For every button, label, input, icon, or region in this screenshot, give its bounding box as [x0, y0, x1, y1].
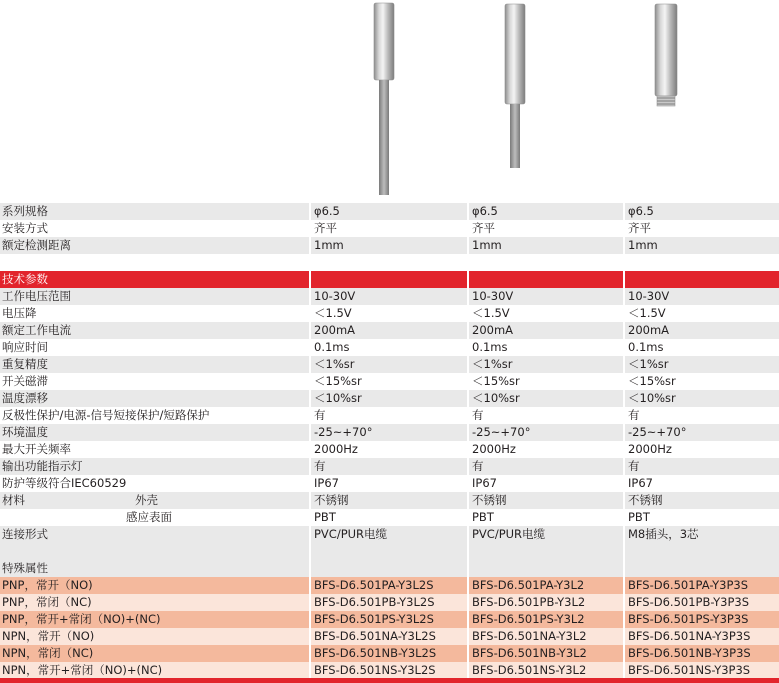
cell-value: 不锈钢 [311, 492, 467, 509]
model-row [0, 577, 779, 594]
cell-value: ＜10%sr [625, 390, 779, 407]
bottom-accent-bar [0, 678, 779, 683]
cell-value: -25~+70° [625, 424, 779, 441]
model-code: BFS-D6.501PB-Y3P3S [625, 594, 779, 611]
row-label: NPN，常开（NO) [0, 628, 309, 645]
model-code: BFS-D6.501PB-Y3L2 [469, 594, 623, 611]
cell-value: IP67 [311, 475, 467, 492]
table-row [0, 356, 779, 373]
row-label: 响应时间 [0, 339, 309, 356]
cell-value: 齐平 [469, 220, 623, 237]
model-code: BFS-D6.501NB-Y3P3S [625, 645, 779, 662]
cell-value: 0.1ms [311, 339, 467, 356]
model-code: BFS-D6.501NA-Y3L2S [311, 628, 467, 645]
model-code: BFS-D6.501PS-Y3L2S [311, 611, 467, 628]
cell-value: 有 [625, 407, 779, 424]
table-row [0, 475, 779, 492]
cell-value: 有 [469, 407, 623, 424]
cell-value: φ6.5 [311, 203, 467, 220]
table-row [0, 203, 779, 220]
row-label: 系列规格 [0, 203, 309, 220]
cell-value: PBT [469, 509, 623, 526]
cell-value: ＜10%sr [469, 390, 623, 407]
row-label: 安装方式 [0, 220, 309, 237]
row-label: 电压降 [0, 305, 309, 322]
row-label: 工作电压范围 [0, 288, 309, 305]
cell-value: 1mm [311, 237, 467, 254]
cell-value: ＜1%sr [625, 356, 779, 373]
sensor-image-2 [500, 0, 530, 200]
cell-value: -25~+70° [311, 424, 467, 441]
table-row [0, 220, 779, 237]
cell-value: PBT [625, 509, 779, 526]
table-row [0, 237, 779, 254]
model-code: BFS-D6.501NS-Y3L2 [469, 662, 623, 679]
model-code: BFS-D6.501NS-Y3P3S [625, 662, 779, 679]
table-row-sensing-face [0, 509, 779, 526]
row-label: 防护等级符合IEC60529 [0, 475, 309, 492]
sensor-image-3 [651, 0, 681, 200]
cell-value: 不锈钢 [625, 492, 779, 509]
cell-value: ＜1%sr [311, 356, 467, 373]
cell-value: 10-30V [469, 288, 623, 305]
model-code: BFS-D6.501NB-Y3L2S [311, 645, 467, 662]
row-label: NPN，常开+常闭（NO)+(NC) [0, 662, 309, 679]
table-row-material [0, 492, 779, 509]
model-code: BFS-D6.501PA-Y3L2S [311, 577, 467, 594]
table-row [0, 390, 779, 407]
table-row [0, 407, 779, 424]
sensing-face-label: 感应表面 [126, 510, 172, 524]
row-label: NPN，常闭（NC) [0, 645, 309, 662]
model-code: BFS-D6.501PA-Y3L2 [469, 577, 623, 594]
cell-value: ＜10%sr [311, 390, 467, 407]
cell-value: 2000Hz [625, 441, 779, 458]
row-label: 温度漂移 [0, 390, 309, 407]
cell-value: ＜15%sr [625, 373, 779, 390]
model-row [0, 628, 779, 645]
cell-value: 不锈钢 [469, 492, 623, 509]
row-label [0, 492, 309, 509]
model-row [0, 594, 779, 611]
model-row [0, 662, 779, 679]
table-row [0, 441, 779, 458]
table-row [0, 424, 779, 441]
section-title: 特殊属性 [0, 560, 309, 577]
cell-value: ＜15%sr [469, 373, 623, 390]
material-label: 材料 [2, 493, 25, 507]
cell-value: 200mA [625, 322, 779, 339]
cell-value: 1mm [469, 237, 623, 254]
cell-value: ＜1.5V [469, 305, 623, 322]
cell-value: PVC/PUR电缆 [311, 526, 467, 543]
cell-value: IP67 [625, 475, 779, 492]
cell-value: 有 [311, 458, 467, 475]
cell-value: 2000Hz [469, 441, 623, 458]
cell-value: M8插头，3芯 [625, 526, 779, 543]
sensor-image-1 [369, 0, 399, 200]
spacer-row [0, 254, 779, 271]
row-label: 最大开关频率 [0, 441, 309, 458]
product-images [0, 0, 779, 203]
section-header-tech [0, 271, 779, 288]
cell-value: 10-30V [311, 288, 467, 305]
cell-value: 2000Hz [311, 441, 467, 458]
row-label: PNP，常开（NO) [0, 577, 309, 594]
cell-value: PBT [311, 509, 467, 526]
model-code: BFS-D6.501PS-Y3L2 [469, 611, 623, 628]
row-label: PNP，常闭（NC) [0, 594, 309, 611]
cell-value: 200mA [311, 322, 467, 339]
cell-value: -25~+70° [469, 424, 623, 441]
cell-value: 200mA [469, 322, 623, 339]
row-label: 输出功能指示灯 [0, 458, 309, 475]
cell-value: PVC/PUR电缆 [469, 526, 623, 543]
model-row [0, 645, 779, 662]
row-label: 环境温度 [0, 424, 309, 441]
model-code: BFS-D6.501PS-Y3P3S [625, 611, 779, 628]
housing-label: 外壳 [135, 493, 158, 507]
model-code: BFS-D6.501NS-Y3L2S [311, 662, 467, 679]
cell-value: φ6.5 [469, 203, 623, 220]
spec-table [0, 203, 779, 679]
cell-value: 0.1ms [469, 339, 623, 356]
model-code: BFS-D6.501NA-Y3P3S [625, 628, 779, 645]
cell-value: 0.1ms [625, 339, 779, 356]
table-row [0, 322, 779, 339]
model-code: BFS-D6.501PB-Y3L2S [311, 594, 467, 611]
cell-value: ＜1.5V [311, 305, 467, 322]
table-row [0, 339, 779, 356]
row-label [0, 509, 309, 526]
table-row [0, 288, 779, 305]
cell-value: 齐平 [625, 220, 779, 237]
cell-value: IP67 [469, 475, 623, 492]
row-label: 开关磁滞 [0, 373, 309, 390]
table-row [0, 373, 779, 390]
row-label: 连接形式 [0, 526, 309, 543]
table-row [0, 305, 779, 322]
table-row [0, 458, 779, 475]
model-row [0, 611, 779, 628]
cell-value: 有 [625, 458, 779, 475]
row-label: 额定工作电流 [0, 322, 309, 339]
row-label: 反极性保护/电源-信号短接保护/短路保护 [0, 407, 309, 424]
cell-value: ＜1%sr [469, 356, 623, 373]
cell-value: ＜15%sr [311, 373, 467, 390]
cell-value: φ6.5 [625, 203, 779, 220]
row-label: PNP，常开+常闭（NO)+(NC) [0, 611, 309, 628]
row-label: 额定检测距离 [0, 237, 309, 254]
cell-value: 10-30V [625, 288, 779, 305]
cell-value: ＜1.5V [625, 305, 779, 322]
table-row-connection [0, 526, 779, 543]
model-code: BFS-D6.501PA-Y3P3S [625, 577, 779, 594]
spacer-row [0, 543, 779, 560]
model-code: BFS-D6.501NA-Y3L2 [469, 628, 623, 645]
section-title: 技术参数 [0, 271, 309, 288]
cell-value: 有 [311, 407, 467, 424]
cell-value: 齐平 [311, 220, 467, 237]
row-label: 重复精度 [0, 356, 309, 373]
cell-value: 有 [469, 458, 623, 475]
cell-value: 1mm [625, 237, 779, 254]
section-header-special [0, 560, 779, 577]
model-code: BFS-D6.501NB-Y3L2 [469, 645, 623, 662]
